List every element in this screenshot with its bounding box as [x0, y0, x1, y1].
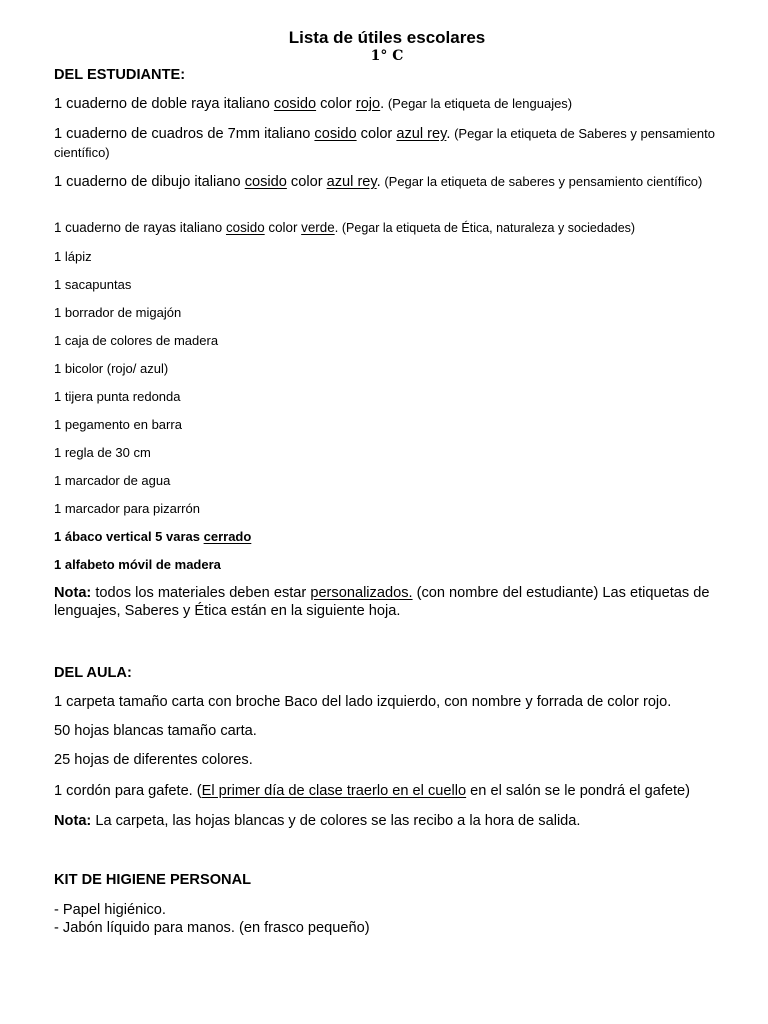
list-item: 1 caja de colores de madera — [54, 333, 219, 348]
list-item: 1 regla de 30 cm — [54, 445, 151, 460]
list-item: 1 bicolor (rojo/ azul) — [54, 361, 169, 376]
list-item: 1 lápiz — [54, 249, 92, 264]
student-note: Nota: todos los materiales deben estar personalizados. (con nombre del estudiante) Las etiquetas de lenguajes, Saberes y Ética están en la siguiente hoja. — [54, 585, 710, 619]
list-item-alphabet: 1 alfabeto móvil de madera — [54, 557, 221, 572]
list-item: - Jabón líquido para manos. (en frasco pequeño) — [54, 920, 370, 936]
list-item: 50 hojas blancas tamaño carta. — [54, 723, 257, 739]
section-heading-student: DEL ESTUDIANTE: — [54, 67, 186, 83]
list-item: 1 carpeta tamaño carta con broche Baco del lado izquierdo, con nombre y forrada de color rojo. — [54, 694, 672, 710]
classroom-note: Nota: La carpeta, las hojas blancas y de colores se las recibo a la hora de salida. — [54, 813, 581, 829]
list-item: 1 marcador para pizarrón — [54, 501, 200, 516]
section-heading-classroom: DEL AULA: — [54, 665, 132, 681]
list-item: 1 marcador de agua — [54, 473, 171, 488]
list-item-notebook-squares: 1 cuaderno de cuadros de 7mm italiano cosido color azul rey. (Pegar la etiqueta de Saberes y pensamiento científico) — [54, 126, 715, 160]
list-item-notebook-red: 1 cuaderno de doble raya italiano cosido color rojo. (Pegar la etiqueta de lenguajes) — [54, 96, 573, 112]
list-item: 1 borrador de migajón — [54, 305, 182, 320]
section-heading-hygiene: KIT DE HIGIENE PERSONAL — [54, 872, 252, 888]
document-title: Lista de útiles escolares — [288, 28, 486, 47]
list-item: 1 tijera punta redonda — [54, 389, 181, 404]
grade-label: 1° C — [370, 48, 404, 64]
list-item-notebook-green: 1 cuaderno de rayas italiano cosido color verde. (Pegar la etiqueta de Ética, naturaleza y sociedades) — [54, 220, 636, 235]
list-item-notebook-drawing: 1 cuaderno de dibujo italiano cosido color azul rey. (Pegar la etiqueta de saberes y pensamiento científico) — [54, 174, 703, 190]
list-item: 25 hojas de diferentes colores. — [54, 752, 253, 768]
list-item-lanyard: 1 cordón para gafete. (El primer día de clase traerlo en el cuello en el salón se le pondrá el gafete) — [54, 783, 691, 799]
list-item: 1 sacapuntas — [54, 277, 132, 292]
list-item: 1 pegamento en barra — [54, 417, 182, 432]
list-item-abacus: 1 ábaco vertical 5 varas cerrado — [54, 529, 252, 544]
list-item: - Papel higiénico. — [54, 902, 166, 918]
